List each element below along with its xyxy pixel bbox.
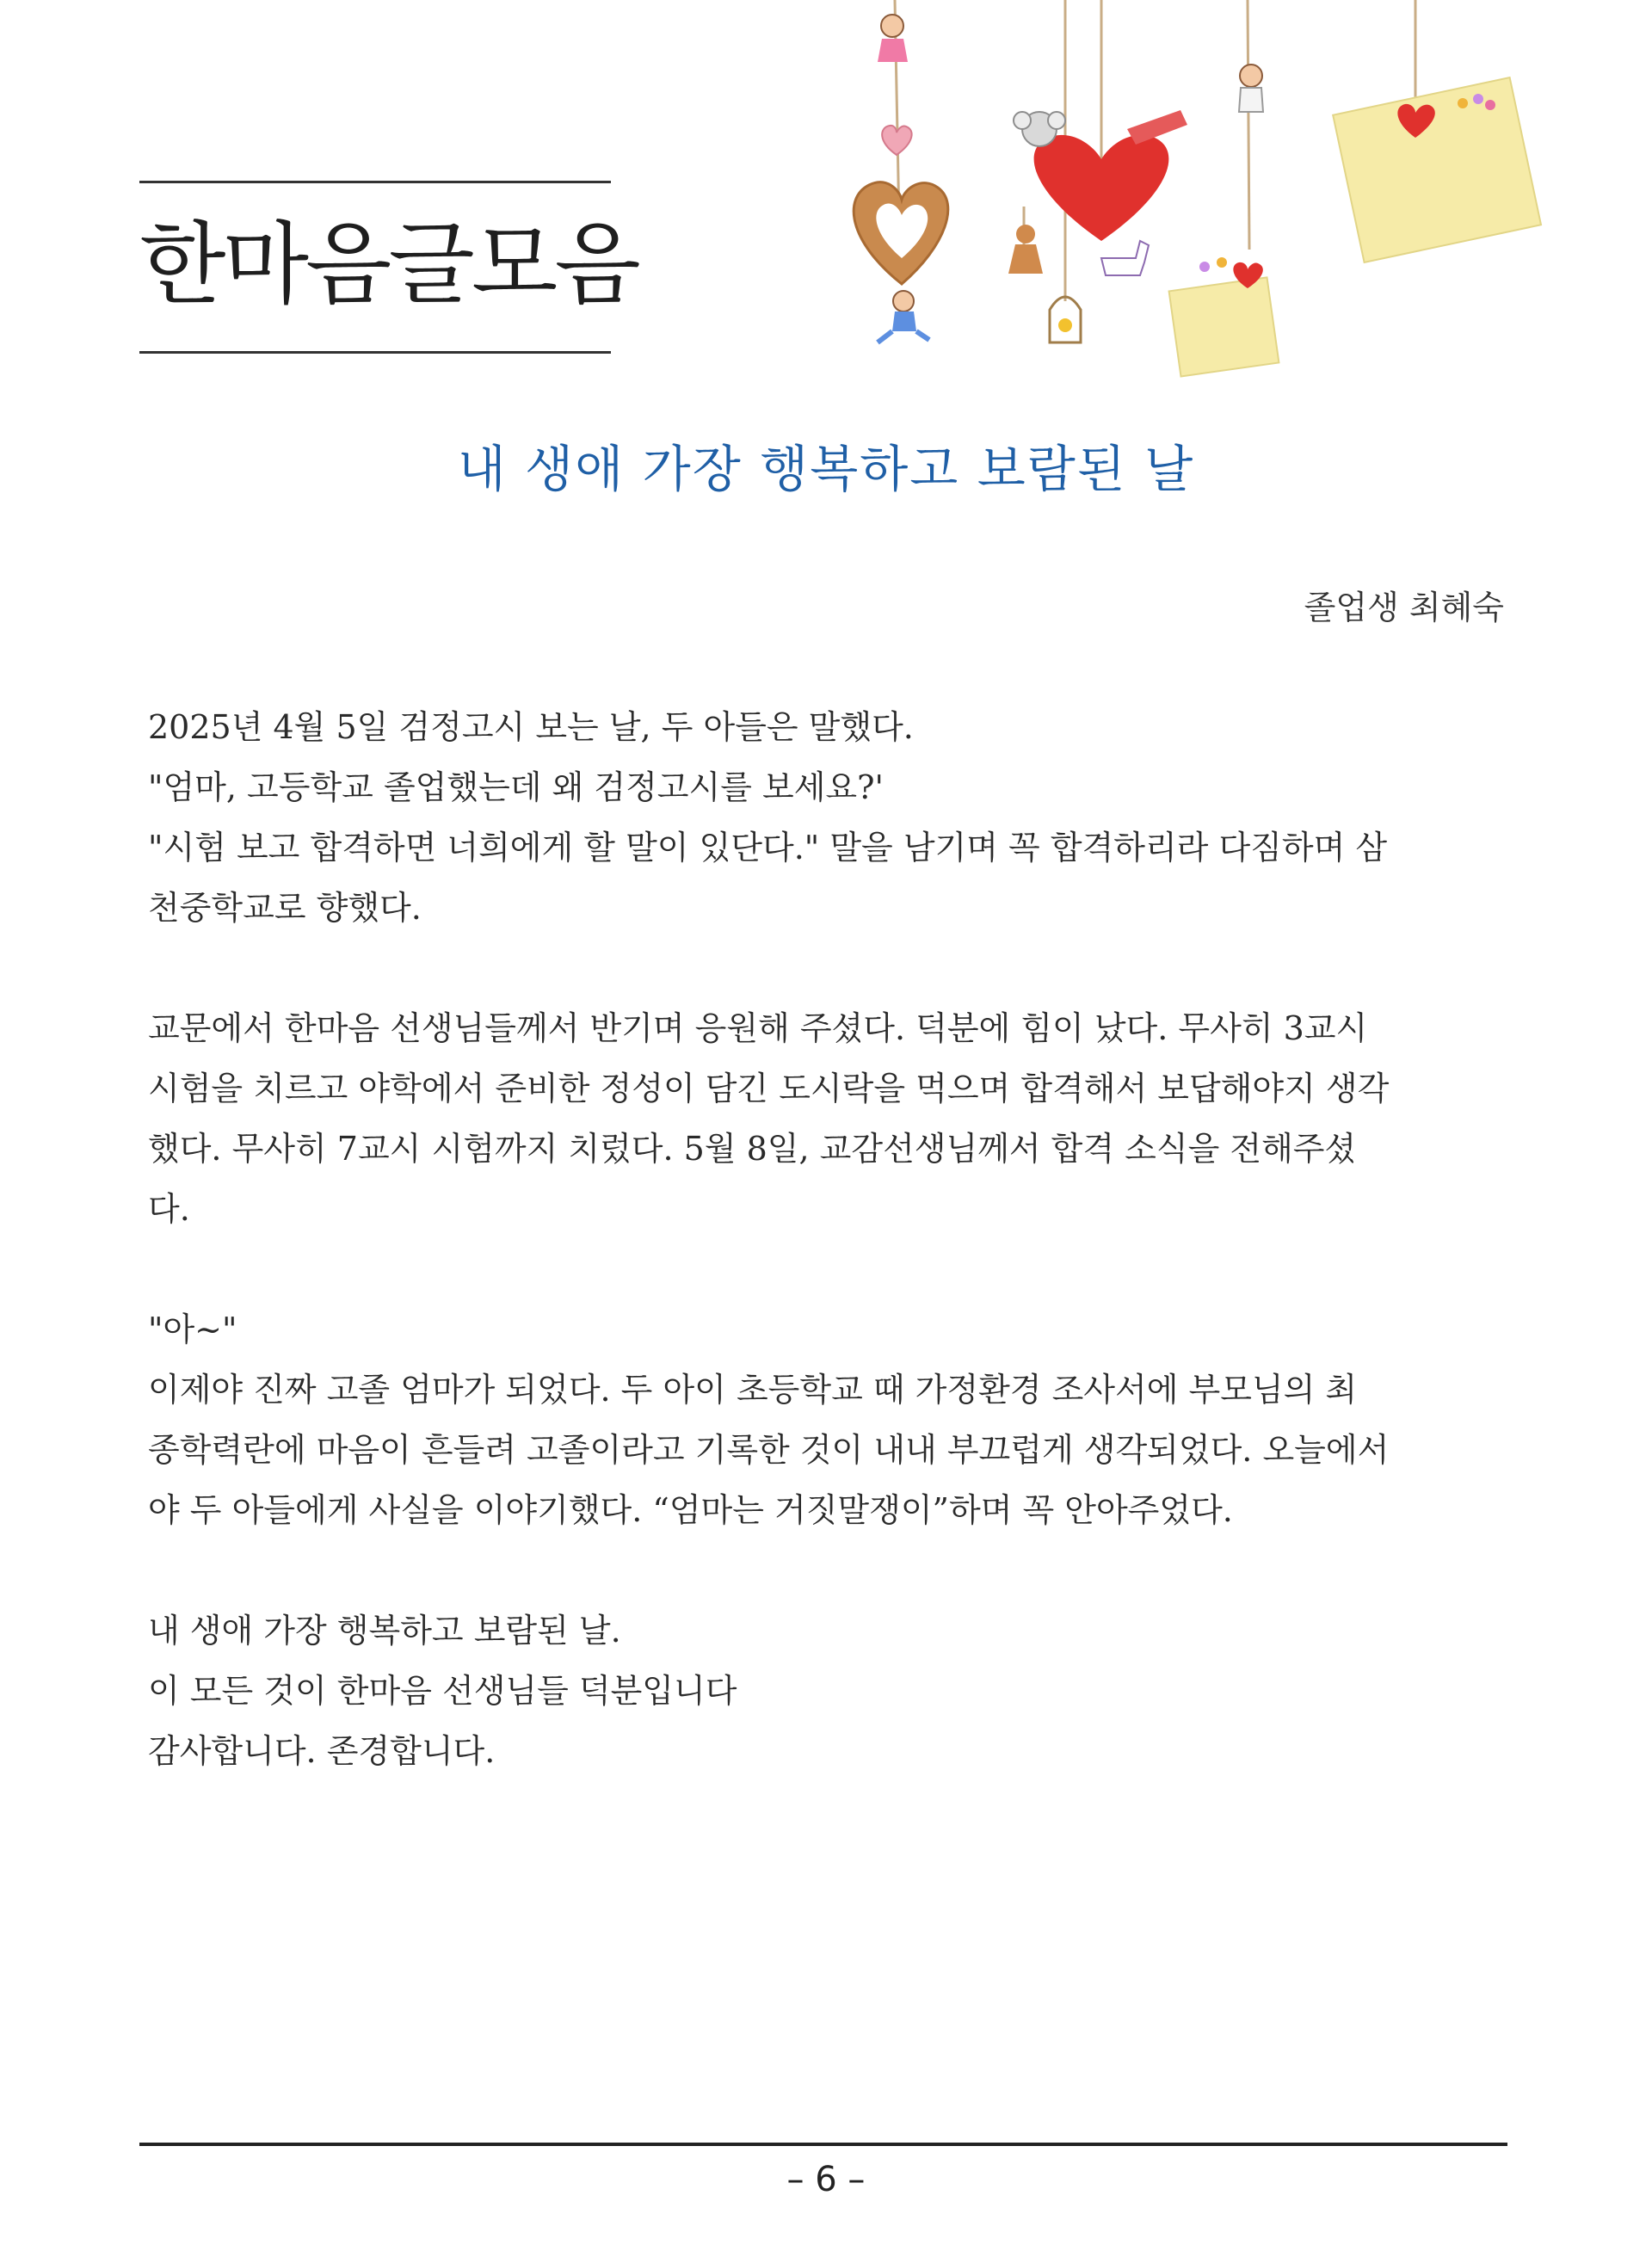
text-line: 2025년 4월 5일 검정고시 보는 날, 두 아들은 말했다. bbox=[148, 708, 914, 746]
text-line: 교문에서 한마음 선생님들께서 반기며 응원해 주셨다. 덕분에 힘이 났다. 무사히 3교시 bbox=[148, 1009, 1368, 1047]
text-line: "엄마, 고등학교 졸업했는데 왜 검정고시를 보세요?' bbox=[148, 768, 884, 806]
paragraph bbox=[148, 697, 1507, 938]
author-name: 졸업생 최혜숙 bbox=[1304, 589, 1504, 626]
section-title: 한마음글모음 bbox=[139, 212, 638, 317]
text-line: 했다. 무사히 7교시 시험까지 치렀다. 5월 8일, 교감선생님께서 합격 소식을 전해주셨 bbox=[148, 1130, 1357, 1168]
text-line: 내 생애 가장 행복하고 보람된 날. bbox=[148, 1612, 621, 1650]
gingerbread-icon bbox=[1008, 225, 1043, 274]
text-line: 야 두 아들에게 사실을 이야기했다. “엄마는 거짓말쟁이”하며 꼭 안아주었다. bbox=[148, 1491, 1233, 1529]
text-line: 감사합니다. 존경합니다. bbox=[148, 1732, 496, 1770]
text-line: "아~" bbox=[148, 1311, 237, 1348]
climbing-child-icon bbox=[1239, 65, 1263, 112]
text-line: 시험을 치르고 야학에서 준비한 정성이 담긴 도시락을 먹으며 합격해서 보답해야지 생각 bbox=[148, 1070, 1390, 1107]
article-title: 내 생애 가장 행복하고 보람된 날 bbox=[457, 440, 1195, 498]
hanging-hearts-decoration bbox=[843, 0, 1566, 387]
paragraph bbox=[148, 1299, 1507, 1540]
child-figure-icon bbox=[878, 15, 929, 342]
page-number: – 6 – bbox=[786, 2160, 866, 2199]
footer-rule bbox=[139, 2143, 1507, 2146]
text-line: 종학력란에 마음이 흔들려 고졸이라고 기록한 것이 내내 부끄럽게 생각되었다. 오늘에서 bbox=[148, 1431, 1390, 1469]
wooden-heart-icon bbox=[854, 182, 948, 284]
header-bottom-rule bbox=[139, 351, 611, 354]
paragraph bbox=[148, 1600, 1507, 1781]
birdcage-icon bbox=[1050, 297, 1081, 342]
pony-icon bbox=[1101, 241, 1149, 275]
text-line: 이제야 진짜 고졸 엄마가 되었다. 두 아이 초등학교 때 가정환경 조사서에 부모님의 최 bbox=[148, 1371, 1358, 1409]
sticky-note-icon bbox=[1169, 77, 1541, 376]
article-body bbox=[148, 697, 1507, 1781]
text-line: 천중학교로 향했다. bbox=[148, 889, 422, 927]
text-line: 다. bbox=[148, 1190, 190, 1228]
text-line: 이 모든 것이 한마음 선생님들 덕분입니다 bbox=[148, 1672, 737, 1710]
text-line: "시험 보고 합격하면 너희에게 할 말이 있단다." 말을 남기며 꼭 합격하리라 다짐하며 삼 bbox=[148, 829, 1388, 866]
paragraph bbox=[148, 998, 1507, 1239]
header-top-rule bbox=[139, 181, 611, 183]
